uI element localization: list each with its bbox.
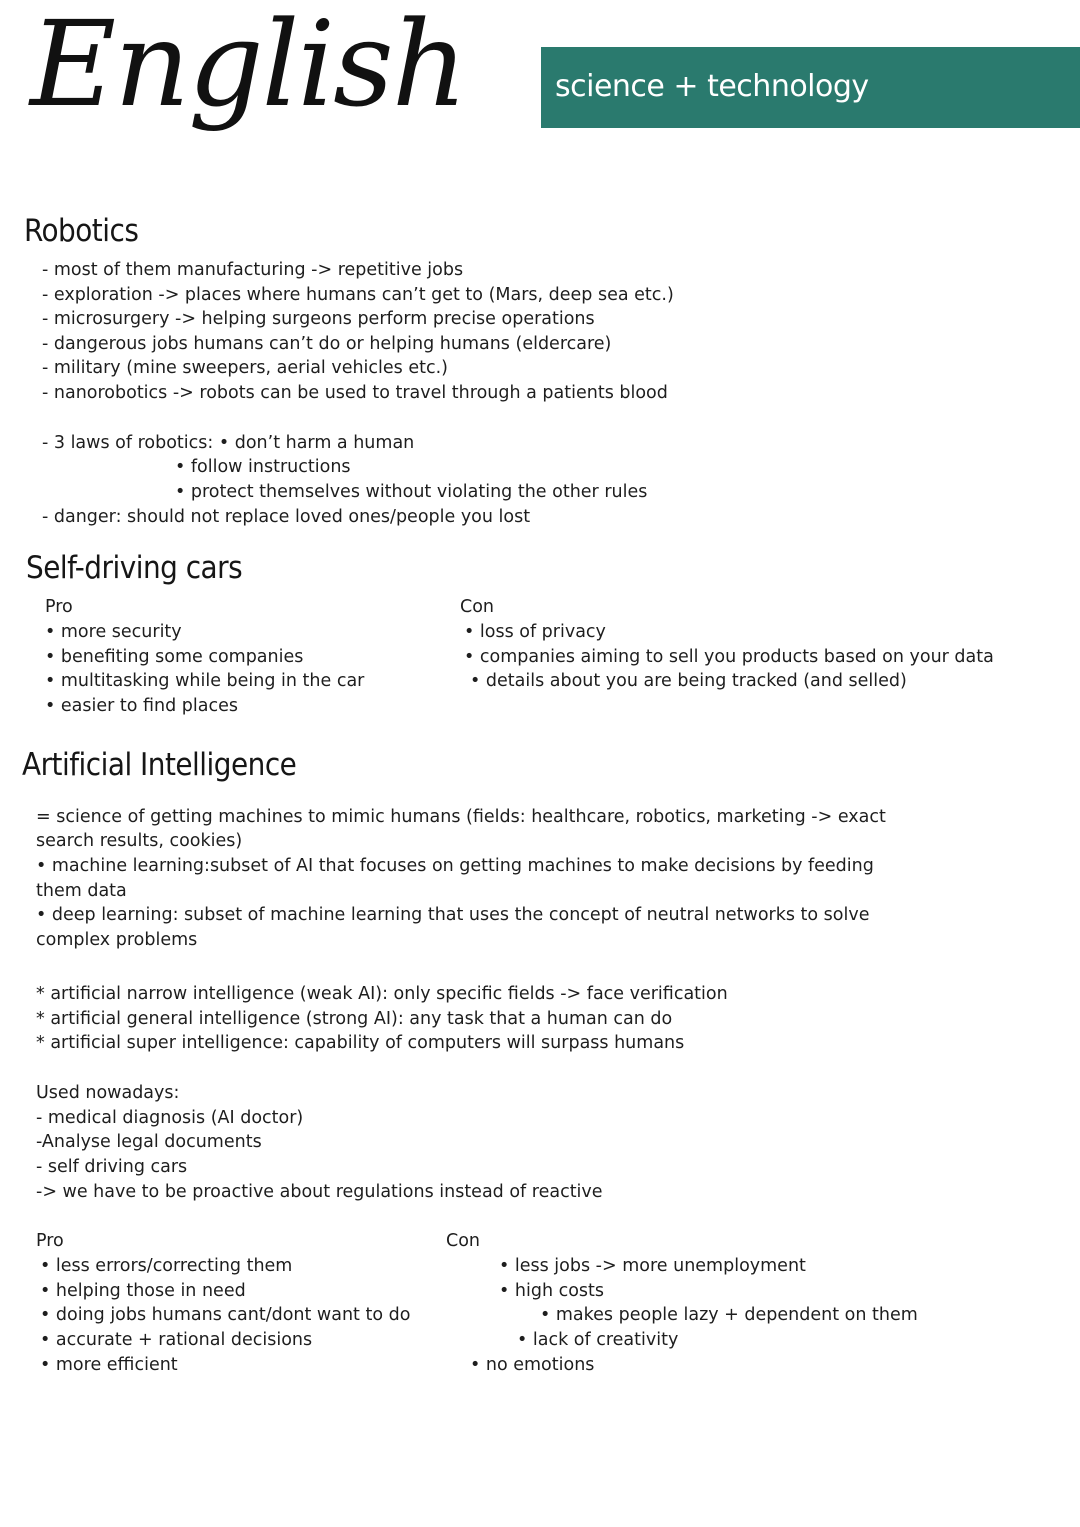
ai-con-item: • lack of creativity <box>517 1330 679 1350</box>
ai-pro-item: • accurate + rational decisions <box>40 1330 313 1350</box>
ai-definition-line: search results, cookies) <box>36 831 243 851</box>
ai-used-label: Used nowadays: <box>36 1083 180 1103</box>
cars-pro-item: • easier to find places <box>45 696 238 716</box>
ai-pro-item: • more efficient <box>40 1355 178 1375</box>
cars-pro-item: • benefiting some companies <box>45 647 304 667</box>
cars-con-label: Con <box>460 597 495 617</box>
cars-pro-item: • multitasking while being in the car <box>45 671 365 691</box>
topic-banner <box>541 47 1080 128</box>
banner-text: science + technology <box>555 69 869 104</box>
cars-pro-label: Pro <box>45 597 73 617</box>
robotics-laws-intro: - 3 laws of robotics: • don’t harm a human <box>42 433 415 453</box>
ai-pro-item: • less errors/correcting them <box>40 1256 293 1276</box>
robotics-item: - military (mine sweepers, aerial vehicles etc.) <box>42 358 448 378</box>
ai-used-item: - self driving cars <box>36 1157 188 1177</box>
cars-con-item: • details about you are being tracked (and selled) <box>470 671 907 691</box>
robotics-heading: Robotics <box>24 213 139 249</box>
robotics-item: - nanorobotics -> robots can be used to travel through a patients blood <box>42 383 668 403</box>
ai-pro-item: • helping those in need <box>40 1281 246 1301</box>
ai-con-label: Con <box>446 1231 481 1251</box>
cars-pro-item: • more security <box>45 622 182 642</box>
ai-definition-line: them data <box>36 881 127 901</box>
robotics-law: • protect themselves without violating the other rules <box>175 482 648 502</box>
robotics-law: • follow instructions <box>175 457 351 477</box>
ai-con-item: • no emotions <box>470 1355 595 1375</box>
cars-con-item: • loss of privacy <box>464 622 606 642</box>
robotics-item: - dangerous jobs humans can’t do or helping humans (eldercare) <box>42 334 612 354</box>
ai-definition-line: complex problems <box>36 930 198 950</box>
robotics-item: - most of them manufacturing -> repetitive jobs <box>42 260 464 280</box>
robotics-item: - microsurgery -> helping surgeons perform precise operations <box>42 309 595 329</box>
ai-used-item: -Analyse legal documents <box>36 1132 262 1152</box>
page-title: English <box>30 0 466 133</box>
cars-con-item: • companies aiming to sell you products based on your data <box>464 647 994 667</box>
ai-heading: Artificial Intelligence <box>22 747 297 783</box>
ai-type: * artificial super intelligence: capability of computers will surpass humans <box>36 1033 685 1053</box>
robotics-danger: - danger: should not replace loved ones/people you lost <box>42 507 531 527</box>
ai-type: * artificial narrow intelligence (weak AI): only specific fields -> face verification <box>36 984 728 1004</box>
ai-used-item: -> we have to be proactive about regulations instead of reactive <box>36 1182 603 1202</box>
ai-pro-item: • doing jobs humans cant/dont want to do <box>40 1305 411 1325</box>
ai-definition-line: = science of getting machines to mimic humans (fields: healthcare, robotics, marketing -> exact <box>36 807 886 827</box>
ai-used-item: - medical diagnosis (AI doctor) <box>36 1108 304 1128</box>
cars-heading: Self-driving cars <box>26 550 243 586</box>
ai-con-item: • makes people lazy + dependent on them <box>540 1305 918 1325</box>
ai-con-item: • less jobs -> more unemployment <box>499 1256 806 1276</box>
robotics-item: - exploration -> places where humans can’t get to (Mars, deep sea etc.) <box>42 285 674 305</box>
ai-pro-label: Pro <box>36 1231 64 1251</box>
ai-definition-line: • deep learning: subset of machine learning that uses the concept of neutral networks to solve <box>36 905 870 925</box>
ai-definition-line: • machine learning:subset of AI that focuses on getting machines to make decisions by feeding <box>36 856 874 876</box>
ai-type: * artificial general intelligence (strong AI): any task that a human can do <box>36 1009 673 1029</box>
ai-con-item: • high costs <box>499 1281 605 1301</box>
